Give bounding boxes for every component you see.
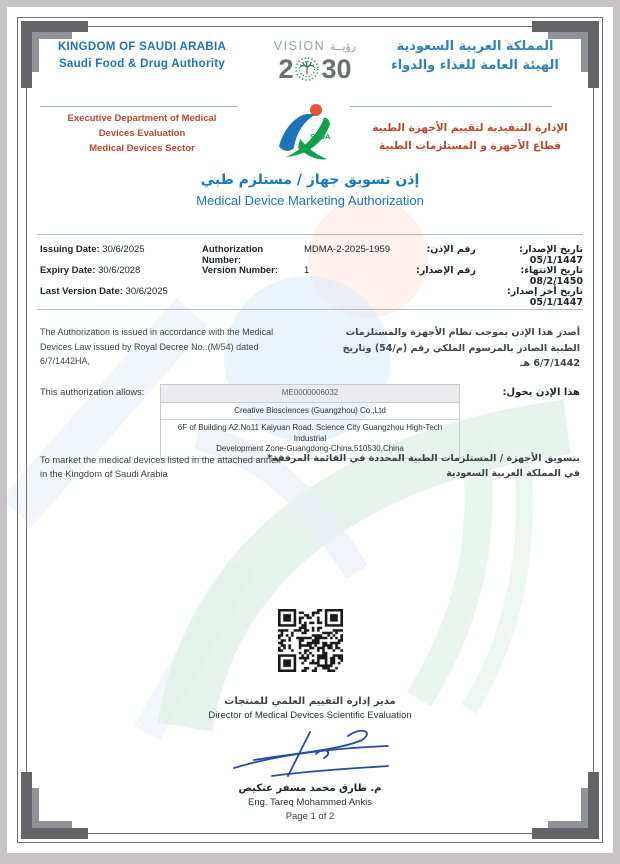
market-statement-arabic: بتسويق الأجهزة / المستلزمات الطبية المحددة في القائمة المرفقة* في المملكة العربية السعودية [267, 453, 580, 479]
authority-line-ar: الهيئة العامة للغذاء والدواء [391, 58, 559, 73]
market-statement-english: To market the medical devices listed in the attached annex* in the Kingdom of Saudi Arabia [40, 455, 285, 479]
sfda-acronym-text: SFDA [310, 132, 331, 141]
signatory-title-english: Director of Medical Devices Scientific Evaluation [208, 710, 412, 721]
kingdom-line: KINGDOM OF SAUDI ARABIA [57, 41, 227, 53]
version-number-label-ar: رقم الإصدار: [416, 265, 476, 276]
info-row-last-version [37, 286, 583, 307]
issuing-date-label: Issuing Date: [40, 244, 100, 255]
legal-statement-english: The Authorization is issued in accordance with the Medical Devices Law issued by Royal Decree No..(M/54) dated 6/7/1442HA, [40, 327, 274, 366]
signature-block [7, 695, 613, 810]
document-title-arabic: إذن تسويق جهاز / مستلزم طبي [200, 172, 420, 188]
info-row-issuing [37, 244, 583, 265]
vision-word-en: VISION [273, 39, 326, 53]
document-title-english: Medical Device Marketing Authorization [196, 193, 424, 208]
expiry-date-hijri-value: 08/2/1450 [529, 276, 583, 287]
authorization-info-box [37, 234, 583, 310]
legal-statement-arabic: أصدر هذا الإذن بموجب نظام الأجهزة والمستلزمات الطبية الصادر بالمرسوم الملكي رقم (م/54) وتاريخ 6/7/1442 هـ [342, 327, 580, 369]
issuing-date-value: 30/6/2025 [102, 244, 145, 255]
vision-digit-2: 2 [278, 54, 294, 84]
establishment-table [160, 384, 460, 459]
last-version-date-value: 30/6/2025 [125, 286, 168, 297]
authorization-allows-label-arabic: هذا الإذن يخول: [502, 387, 580, 398]
establishment-address: 6F of Building A2.No11 Kaiyuan Road. Science City Guangzhou High-Tech Industrial Development Zone-Guangdong-China,510530,China [177, 423, 443, 453]
last-version-date-label: Last Version Date: [40, 286, 123, 297]
corner-bracket-bottom-left [21, 769, 91, 839]
info-row-expiry [37, 265, 583, 286]
vision-2030-palm-emblem [294, 56, 320, 82]
signature-scribble [220, 724, 400, 782]
corner-bracket-top-left [21, 21, 91, 91]
authorization-allows-label-english: This authorization allows: [40, 387, 145, 397]
version-number-value: 1 [304, 265, 310, 276]
kingdom-line-ar: المملكة العربية السعودية [396, 39, 554, 54]
sfda-logo [269, 102, 343, 168]
vision-digits-30: 30 [321, 54, 352, 84]
signatory-title-arabic: مدير إدارة التقييم العلمي للمنتجات [224, 696, 396, 707]
expiry-date-value: 30/6/2028 [98, 265, 141, 276]
signatory-name-arabic: م. طارق محمد مسفر عنكيص [238, 783, 382, 794]
header-divider-left [40, 106, 238, 107]
authorization-number-label: Authorization Number: [202, 244, 264, 266]
authorization-number-label-ar: رقم الإذن: [426, 244, 476, 255]
version-number-label: Version Number: [202, 265, 279, 276]
certificate-page [7, 7, 613, 853]
header-divider-right [350, 106, 552, 107]
department-name-english: Executive Department of Medical Devices Evaluation Medical Devices Sector [67, 113, 217, 154]
establishment-id: ME0000006032 [161, 385, 459, 403]
establishment-name: Creative Biosciences (Guangzhou) Co.,Ltd [161, 403, 459, 421]
signatory-name-english: Eng. Tareq Mohammed Ankis [248, 797, 372, 808]
department-name-arabic: الإدارة التنفيذية لتقييم الأجهزة الطبية قطاع الأجهزة و المستلزمات الطبية [372, 122, 568, 152]
expiry-date-label-ar: تاريخ الانتهاء: [520, 265, 583, 276]
qr-code [278, 609, 343, 672]
expiry-date-label: Expiry Date: [40, 265, 96, 276]
page-number: Page 1 of 2 [285, 811, 335, 822]
vision-2030-logo [250, 39, 380, 84]
corner-bracket-bottom-right [529, 769, 599, 839]
issuing-date-hijri-value: 05/1/1447 [529, 255, 583, 266]
vision-word-ar: رؤيــة [330, 40, 357, 53]
authorization-number-value: MDMA-2-2025-1959 [304, 244, 391, 255]
last-version-date-hijri-value: 05/1/1447 [529, 297, 583, 308]
corner-bracket-top-right [529, 21, 599, 91]
last-version-date-label-ar: تاريخ أخر إصدار: [506, 286, 583, 297]
authority-line: Saudi Food & Drug Authority [58, 58, 226, 70]
issuing-date-label-ar: تاريخ الإصدار: [519, 244, 583, 255]
